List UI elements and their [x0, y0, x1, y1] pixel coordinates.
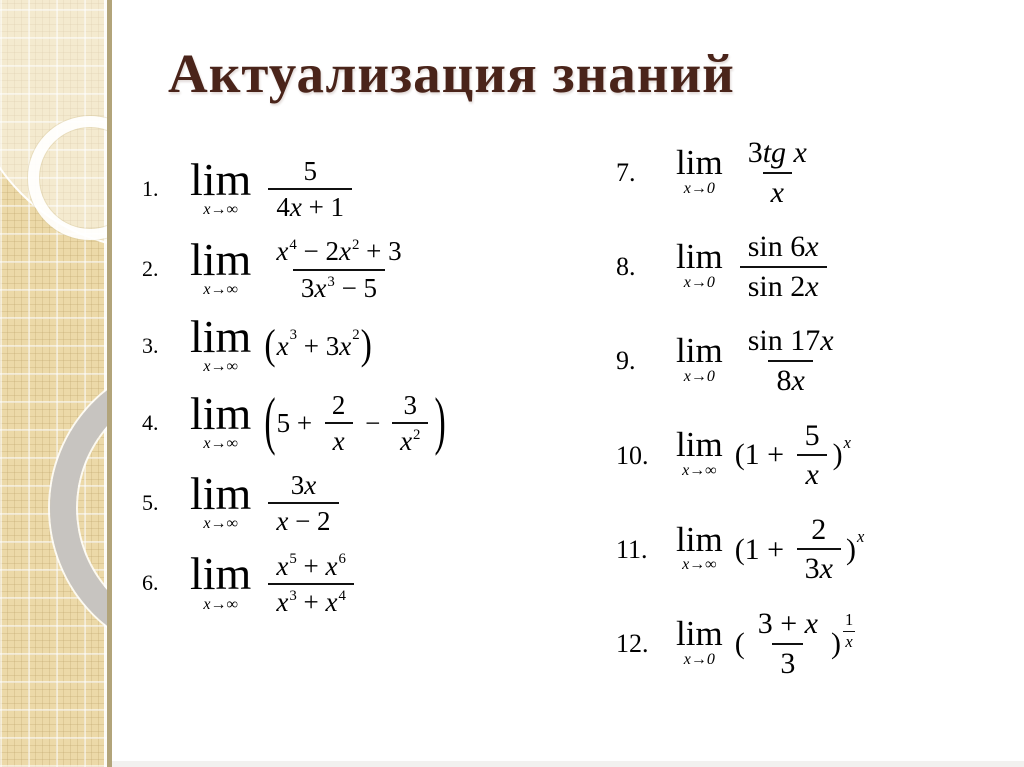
fraction [843, 611, 855, 651]
denominator [268, 502, 338, 536]
parenthesized-group [263, 386, 446, 458]
math-variable: x [805, 230, 819, 264]
formula-expression [263, 386, 446, 458]
lim-text: lim [676, 613, 723, 653]
fraction [797, 419, 828, 492]
math-text: 3 [403, 389, 418, 420]
math-variable: x [820, 324, 834, 358]
math-variable: x [304, 470, 317, 501]
lim-subscript: x→0 [683, 273, 715, 291]
open-paren-icon: ( [264, 322, 276, 369]
math-text: 6 [338, 551, 346, 568]
formula-expression [263, 470, 343, 536]
fraction [268, 236, 409, 302]
denominator [293, 269, 385, 303]
math-variable: x [325, 586, 338, 617]
math-variable: x [325, 550, 338, 581]
math-variable: x [791, 363, 805, 397]
problem-number: 8. [616, 252, 636, 282]
lim-subscript: x→∞ [682, 556, 717, 574]
denominator [797, 454, 826, 492]
math-text: 2 [352, 326, 360, 343]
math-text: − 5 [334, 272, 378, 303]
problem-11 [616, 513, 864, 586]
lim-subscript: x→0 [683, 179, 715, 197]
math-text: 1 [844, 610, 854, 630]
math-text: 2 [351, 237, 360, 254]
problem-6 [142, 548, 447, 617]
denominator [772, 643, 803, 681]
superscript [289, 237, 296, 254]
math-text: 3 [804, 552, 820, 586]
problem-4 [142, 386, 447, 458]
limit-operator [676, 237, 723, 291]
formula-expression [735, 607, 857, 680]
math-text: 4 [289, 237, 297, 254]
limit-operator [676, 142, 723, 197]
lim-text: lim [676, 142, 723, 182]
superscript [327, 274, 334, 291]
lim-text: lim [190, 234, 252, 286]
math-variable: x [770, 175, 784, 209]
formula-expression [263, 236, 414, 302]
math-variable: x [339, 331, 352, 362]
problems-column-left [142, 153, 447, 617]
math-variable: x [276, 586, 289, 617]
problem-number: 2. [142, 256, 159, 282]
numerator [268, 236, 409, 268]
lim-text: lim [676, 519, 723, 559]
math-text: 3 [747, 136, 763, 169]
limit-operator [190, 548, 252, 613]
formula-expression [263, 156, 357, 222]
superscript [338, 551, 345, 568]
numerator [797, 419, 828, 455]
superscript [289, 588, 296, 605]
superscript [413, 427, 420, 444]
denominator [843, 631, 854, 651]
denominator [392, 422, 428, 456]
lim-text: lim [676, 425, 723, 465]
math-variable: x [314, 272, 327, 303]
lim-subscript: x→∞ [203, 200, 238, 218]
problem-number: 9. [616, 346, 636, 376]
math-text: 3 [290, 470, 305, 501]
limit-operator [676, 331, 723, 386]
math-text: − 2 [296, 236, 339, 267]
math-text: 3 [327, 273, 335, 290]
denominator [325, 422, 353, 456]
paren-content [277, 390, 434, 456]
numerator [803, 513, 834, 549]
decorative-sidebar [0, 0, 112, 767]
math-text: 3 [300, 272, 315, 303]
fraction [268, 551, 354, 617]
page-title: Актуализация знаний [168, 43, 735, 104]
math-variable: x [276, 331, 289, 362]
problem-number: 11. [616, 534, 648, 564]
fraction [797, 513, 841, 586]
formula-expression [735, 230, 832, 303]
math-text: (1 + [734, 532, 792, 566]
problem-2 [142, 236, 447, 302]
formula-expression [735, 419, 851, 492]
math-text: 3 [289, 587, 297, 604]
lim-subscript: x→∞ [203, 595, 238, 613]
lim-text: lim [190, 153, 252, 205]
limit-operator [190, 387, 252, 453]
limit-operator [190, 153, 252, 219]
math-text: ) [845, 532, 856, 566]
superscript [289, 551, 296, 568]
lim-text: lim [190, 548, 252, 600]
math-text: − [358, 407, 388, 438]
problem-10 [616, 419, 864, 492]
math-variable: x [856, 526, 865, 546]
problem-number: 12. [616, 628, 649, 658]
limit-operator [190, 234, 252, 299]
limit-operator [676, 519, 723, 574]
math-variable: x [400, 425, 413, 456]
lim-subscript: x→0 [683, 650, 715, 668]
math-text: ( [734, 626, 745, 660]
superscript [857, 528, 864, 546]
limit-operator [190, 310, 252, 376]
fraction [740, 324, 842, 397]
math-text: 5 [289, 551, 297, 568]
math-text: 2 [413, 426, 421, 443]
problems-column-right [616, 136, 864, 680]
lim-subscript: x→∞ [203, 358, 238, 376]
math-text: 5 [303, 156, 317, 186]
math-variable: x [805, 269, 819, 303]
math-text: sin 6 [747, 230, 806, 264]
fraction [324, 390, 354, 456]
paren-content [276, 326, 360, 362]
numerator [750, 607, 826, 643]
numerator [268, 551, 354, 583]
formula-expression [735, 136, 820, 209]
problem-5 [142, 467, 447, 537]
superscript [352, 237, 359, 254]
problem-7 [616, 136, 864, 209]
fraction [740, 230, 827, 303]
close-paren-icon: ) [434, 386, 446, 458]
denominator [763, 172, 792, 210]
numerator [740, 136, 815, 172]
math-variable: x [845, 631, 853, 651]
math-text: 5 [804, 418, 820, 452]
math-text: 3 + [757, 606, 805, 640]
math-text: 3 [780, 646, 796, 680]
math-variable: x [276, 236, 289, 267]
numerator [740, 324, 842, 360]
fraction [268, 470, 338, 536]
problem-number: 5. [142, 490, 159, 516]
math-text: 5 + [276, 407, 319, 438]
formula-expression [263, 551, 359, 617]
math-text: 2 [811, 512, 827, 546]
math-text: 4 [338, 587, 346, 604]
limit-operator [676, 613, 723, 668]
lim-subscript: x→∞ [203, 434, 238, 452]
math-text: + 1 [301, 192, 345, 223]
problem-number: 3. [142, 332, 159, 358]
superscript [844, 434, 851, 452]
math-variable: x [819, 552, 833, 586]
lim-text: lim [190, 310, 252, 362]
parenthesized-group [263, 322, 373, 369]
math-text: + 3 [359, 236, 402, 267]
lim-subscript: x→0 [683, 368, 715, 386]
lim-text: lim [676, 331, 723, 371]
problem-1 [142, 153, 447, 223]
close-paren-icon: ) [360, 322, 372, 369]
math-text: 8 [776, 363, 792, 397]
lim-subscript: x→∞ [203, 515, 238, 533]
problem-number: 1. [142, 175, 159, 201]
lim-text: lim [190, 387, 252, 439]
denominator [797, 548, 841, 586]
math-variable: x [276, 550, 289, 581]
math-text: ) [832, 438, 843, 472]
math-text: + 3 [297, 331, 340, 362]
math-text: + [296, 550, 326, 581]
math-text: sin 17 [747, 324, 821, 358]
open-paren-icon: ( [264, 386, 276, 458]
fraction [268, 156, 352, 222]
math-variable: x [332, 425, 345, 456]
math-variable: x [804, 606, 818, 640]
formula-expression [735, 324, 847, 397]
math-text: 4 [276, 192, 290, 223]
math-variable: x [276, 506, 289, 537]
fraction [392, 390, 428, 456]
formula-expression [735, 513, 865, 586]
denominator [268, 188, 352, 222]
problem-9 [616, 324, 864, 397]
denominator [740, 266, 827, 304]
math-variable: x [843, 432, 851, 452]
math-variable: x [289, 192, 302, 223]
denominator [768, 360, 812, 398]
superscript [290, 327, 297, 344]
math-text: (1 + [734, 438, 792, 472]
numerator [843, 611, 855, 630]
problem-number: 6. [142, 570, 159, 596]
math-text: 2 [331, 389, 346, 420]
math-text: + [296, 586, 326, 617]
fraction [740, 136, 815, 209]
numerator [295, 156, 325, 188]
limit-operator [676, 425, 723, 480]
math-variable: x [805, 458, 819, 492]
limit-operator [190, 467, 252, 533]
denominator [268, 583, 354, 617]
problem-12 [616, 607, 864, 680]
problem-8 [616, 230, 864, 303]
superscript [842, 611, 856, 651]
slide-bottom-edge [112, 761, 1024, 767]
problem-number: 7. [616, 158, 636, 188]
math-text: sin 2 [747, 269, 806, 303]
superscript [352, 327, 359, 344]
numerator [396, 390, 426, 422]
math-text: ) [830, 626, 841, 660]
numerator [283, 470, 324, 502]
decor-ring-gray [50, 358, 112, 658]
math-variable: tg x [762, 136, 807, 169]
numerator [740, 230, 827, 266]
problem-number: 4. [142, 409, 159, 435]
math-variable: x [338, 236, 351, 267]
lim-text: lim [676, 237, 723, 277]
problem-3 [142, 310, 447, 376]
fraction [750, 607, 826, 680]
lim-subscript: x→∞ [203, 281, 238, 299]
lim-text: lim [190, 467, 252, 519]
formula-expression [263, 322, 373, 369]
problem-number: 10. [616, 440, 649, 470]
math-text: 3 [289, 326, 297, 343]
math-text: − 2 [288, 506, 331, 537]
lim-subscript: x→∞ [682, 462, 717, 480]
superscript [338, 588, 345, 605]
numerator [324, 390, 354, 422]
